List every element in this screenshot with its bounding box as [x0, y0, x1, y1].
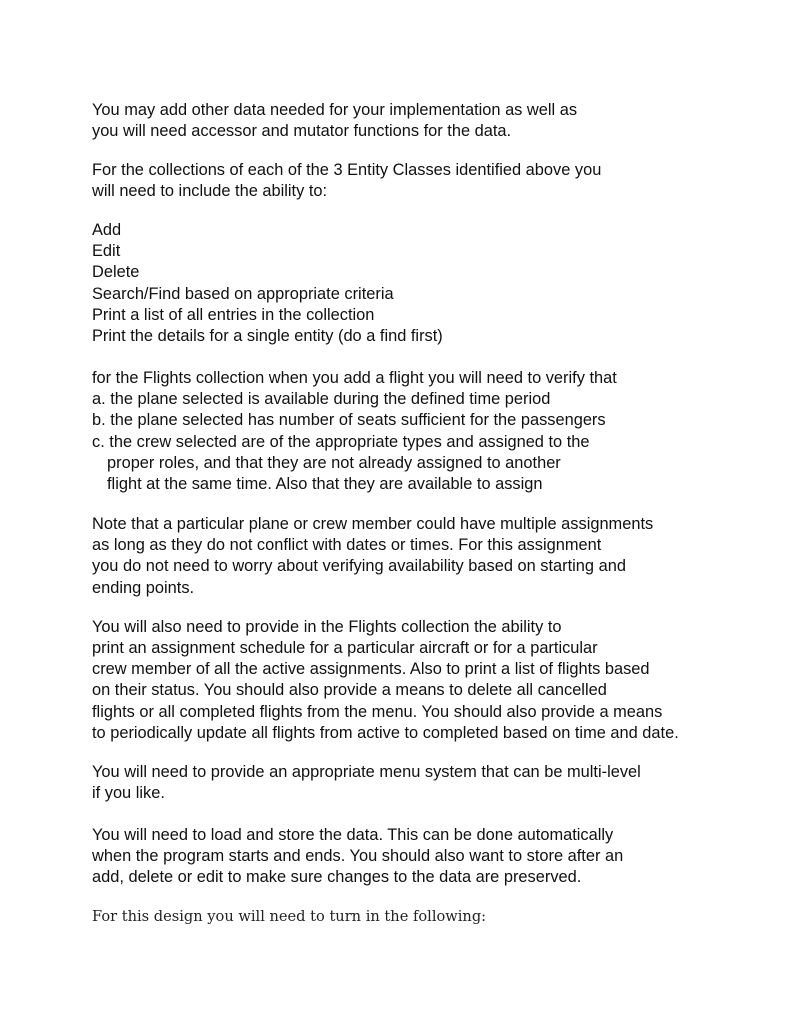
list-item: Add	[92, 221, 122, 239]
paragraph-line: ending points.	[92, 579, 195, 597]
paragraph-line: you will need accessor and mutator functions for the data.	[92, 122, 512, 140]
paragraph-line: You will also need to provide in the Flights collection the ability to	[92, 618, 562, 636]
paragraph-line: if you like.	[92, 784, 165, 802]
list-item-continuation: flight at the same time. Also that they are available to assign	[107, 475, 543, 493]
paragraph-line: you do not need to worry about verifying availability based on starting and	[92, 557, 626, 575]
list-item: Search/Find based on appropriate criteria	[92, 285, 394, 303]
list-item: Print the details for a single entity (do a find first)	[92, 327, 443, 345]
paragraph-line: You may add other data needed for your implementation as well as	[92, 101, 578, 119]
paragraph-line: print an assignment schedule for a particular aircraft or for a particular	[92, 639, 598, 657]
list-item: Print a list of all entries in the collection	[92, 306, 375, 324]
list-item: Delete	[92, 263, 140, 281]
paragraph-line: as long as they do not conflict with dates or times. For this assignment	[92, 536, 602, 554]
list-item: b. the plane selected has number of seats sufficient for the passengers	[92, 411, 606, 429]
list-item-continuation: proper roles, and that they are not already assigned to another	[107, 454, 561, 472]
paragraph-line: Note that a particular plane or crew member could have multiple assignments	[92, 515, 654, 533]
list-item: Edit	[92, 242, 121, 260]
paragraph-line: for the Flights collection when you add a flight you will need to verify that	[92, 369, 617, 387]
paragraph-line: will need to include the ability to:	[92, 182, 328, 200]
paragraph-line: You will need to load and store the data. This can be done automatically	[92, 826, 614, 844]
list-item: a. the plane selected is available during the defined time period	[92, 390, 551, 408]
paragraph-line: You will need to provide an appropriate menu system that can be multi-level	[92, 763, 641, 781]
list-item: c. the crew selected are of the appropriate types and assigned to the	[92, 433, 590, 451]
paragraph-line: when the program starts and ends. You should also want to store after an	[92, 847, 624, 865]
paragraph-line: add, delete or edit to make sure changes to the data are preserved.	[92, 868, 582, 886]
paragraph-line: flights or all completed flights from the menu. You should also provide a means	[92, 703, 663, 721]
paragraph-line: on their status. You should also provide a means to delete all cancelled	[92, 681, 607, 699]
paragraph-line: For the collections of each of the 3 Entity Classes identified above you	[92, 161, 602, 179]
paragraph-line: crew member of all the active assignments. Also to print a list of flights based	[92, 660, 650, 678]
paragraph-line: to periodically update all flights from active to completed based on time and date.	[92, 724, 679, 742]
paragraph-line-serif: For this design you will need to turn in the following:	[92, 908, 487, 925]
